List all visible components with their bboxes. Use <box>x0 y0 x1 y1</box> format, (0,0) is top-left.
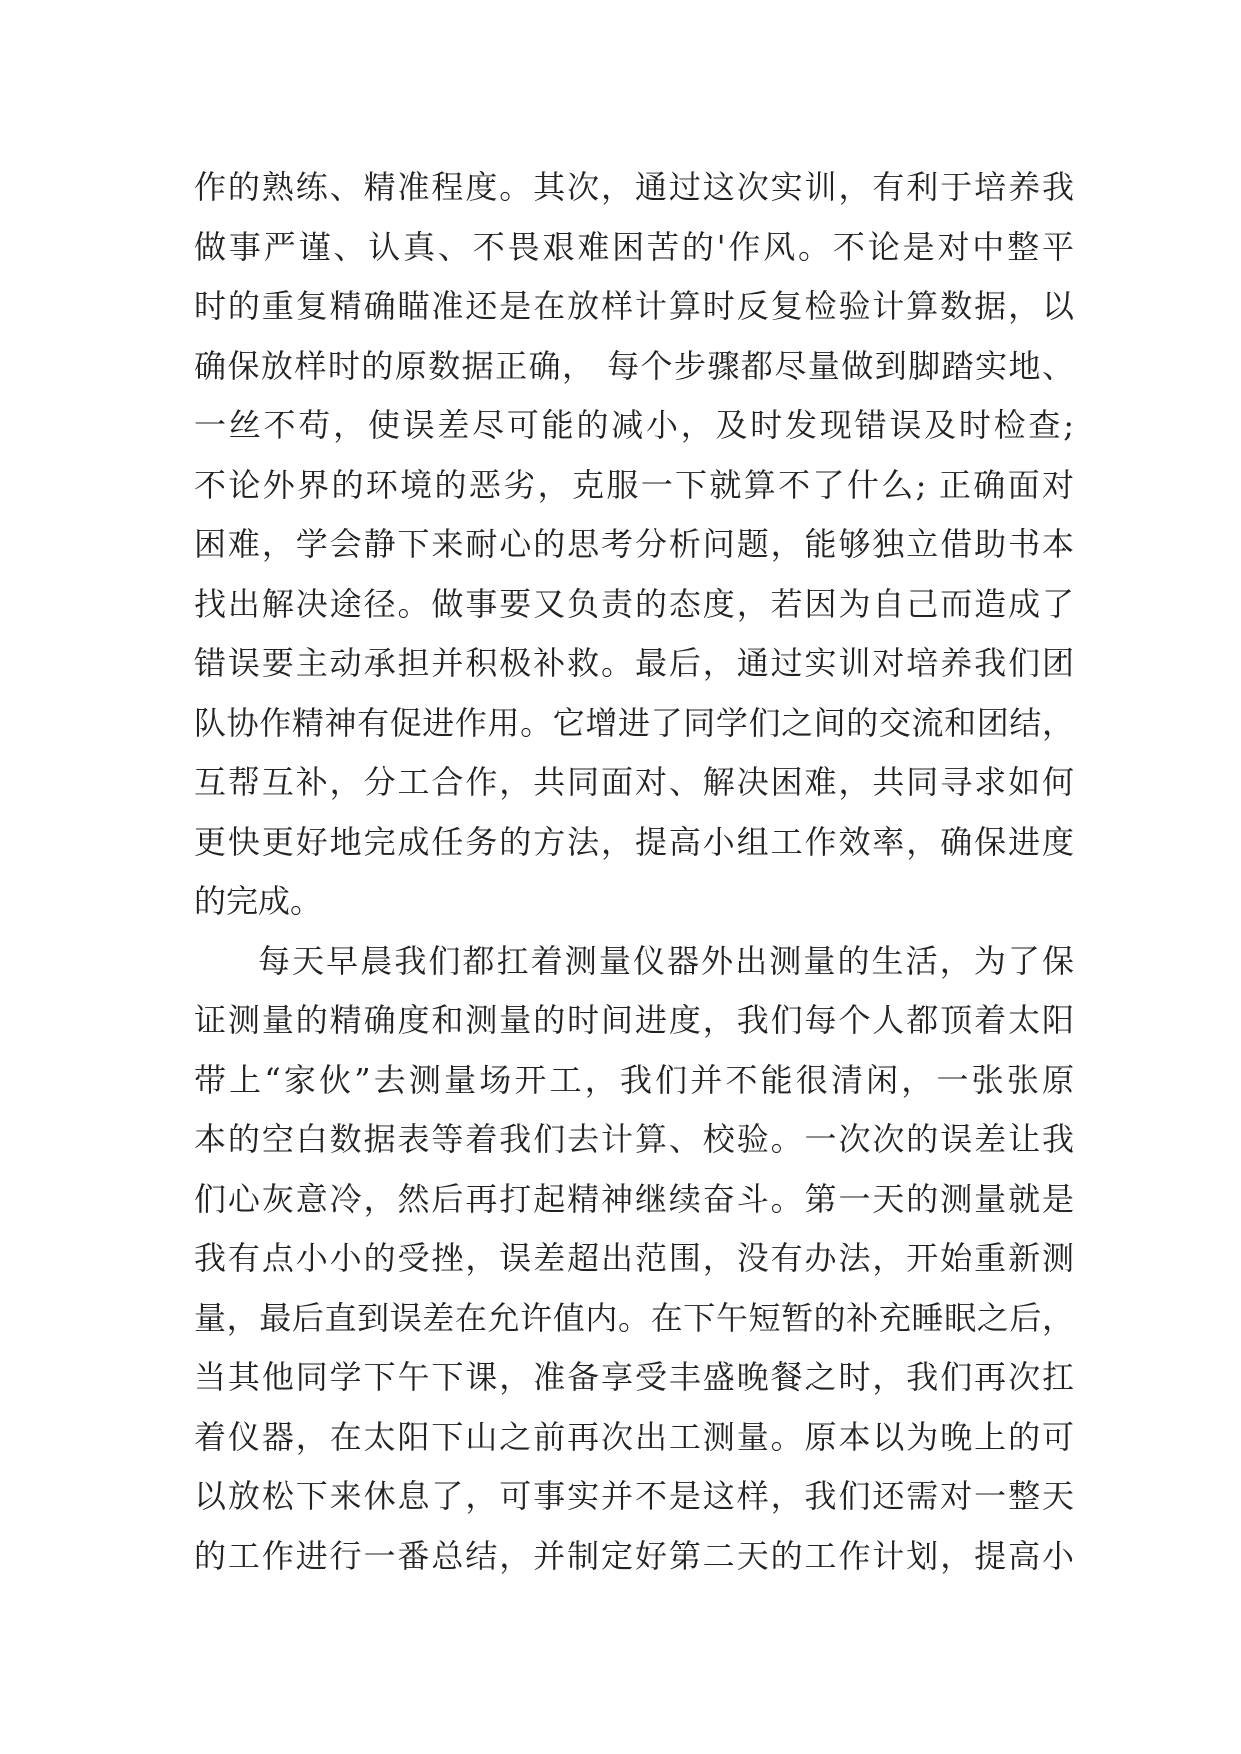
text-line: 互帮互补，分工合作，共同面对、解决困难，共同寻求如何 <box>194 763 1074 801</box>
text-line: 证测量的精确度和测量的时间进度，我们每个人都顶着太阳 <box>194 1001 1074 1039</box>
text-line: 着仪器，在太阳下山之前再次出工测量。原本以为晚上的可 <box>194 1417 1074 1456</box>
text-line: 作的熟练、精准程度。其次，通过这次实训，有利于培养我 <box>194 168 1074 206</box>
text-line: 时的重复精确瞄准还是在放样计算时反复检验计算数据，以 <box>194 287 1074 325</box>
paragraph-start-line: 每天早晨我们都扛着测量仪器外出测量的生活，为了保 <box>258 941 1074 980</box>
text-line: 确保放样时的原数据正确， 每个步骤都尽量做到脚踏实地、 <box>194 346 1074 385</box>
text-line: 我有点小小的受挫，误差超出范围，没有办法，开始重新测 <box>194 1239 1074 1277</box>
text-line: 更快更好地完成任务的方法，提高小组工作效率，确保进度 <box>194 822 1074 861</box>
text-line: 做事严谨、认真、不畏艰难困苦的'作风。不论是对中整平 <box>194 227 1074 266</box>
text-line: 们心灰意冷，然后再打起精神继续奋斗。第一天的测量就是 <box>194 1179 1074 1218</box>
text-line: 困难，学会静下来耐心的思考分析问题，能够独立借助书本 <box>194 525 1074 563</box>
text-line: 带上“家伙”去测量场开工，我们并不能很清闲，一张张原 <box>194 1060 1074 1099</box>
text-line: 不论外界的环境的恶劣，克服一下就算不了什么; 正确面对 <box>194 465 1074 504</box>
body-text <box>194 158 1074 1586</box>
text-line: 的完成。 <box>194 882 323 920</box>
text-line: 一丝不苟，使误差尽可能的减小，及时发现错误及时检查; <box>194 406 1074 444</box>
text-line: 队协作精神有促进作用。它增进了同学们之间的交流和团结， <box>194 703 1074 742</box>
text-line: 本的空白数据表等着我们去计算、校验。一次次的误差让我 <box>194 1120 1074 1158</box>
text-line: 以放松下来休息了，可事实并不是这样，我们还需对一整天 <box>194 1477 1074 1515</box>
text-line: 错误要主动承担并积极补救。最后，通过实训对培养我们团 <box>194 644 1074 682</box>
text-line: 找出解决途径。做事要又负责的态度，若因为自己而造成了 <box>194 584 1074 623</box>
text-line: 量，最后直到误差在允许值内。在下午短暂的补充睡眠之后， <box>194 1298 1074 1337</box>
text-line: 当其他同学下午下课，准备享受丰盛晚餐之时，我们再次扛 <box>194 1358 1074 1396</box>
text-line: 的工作进行一番总结，并制定好第二天的工作计划，提高小 <box>194 1536 1074 1575</box>
